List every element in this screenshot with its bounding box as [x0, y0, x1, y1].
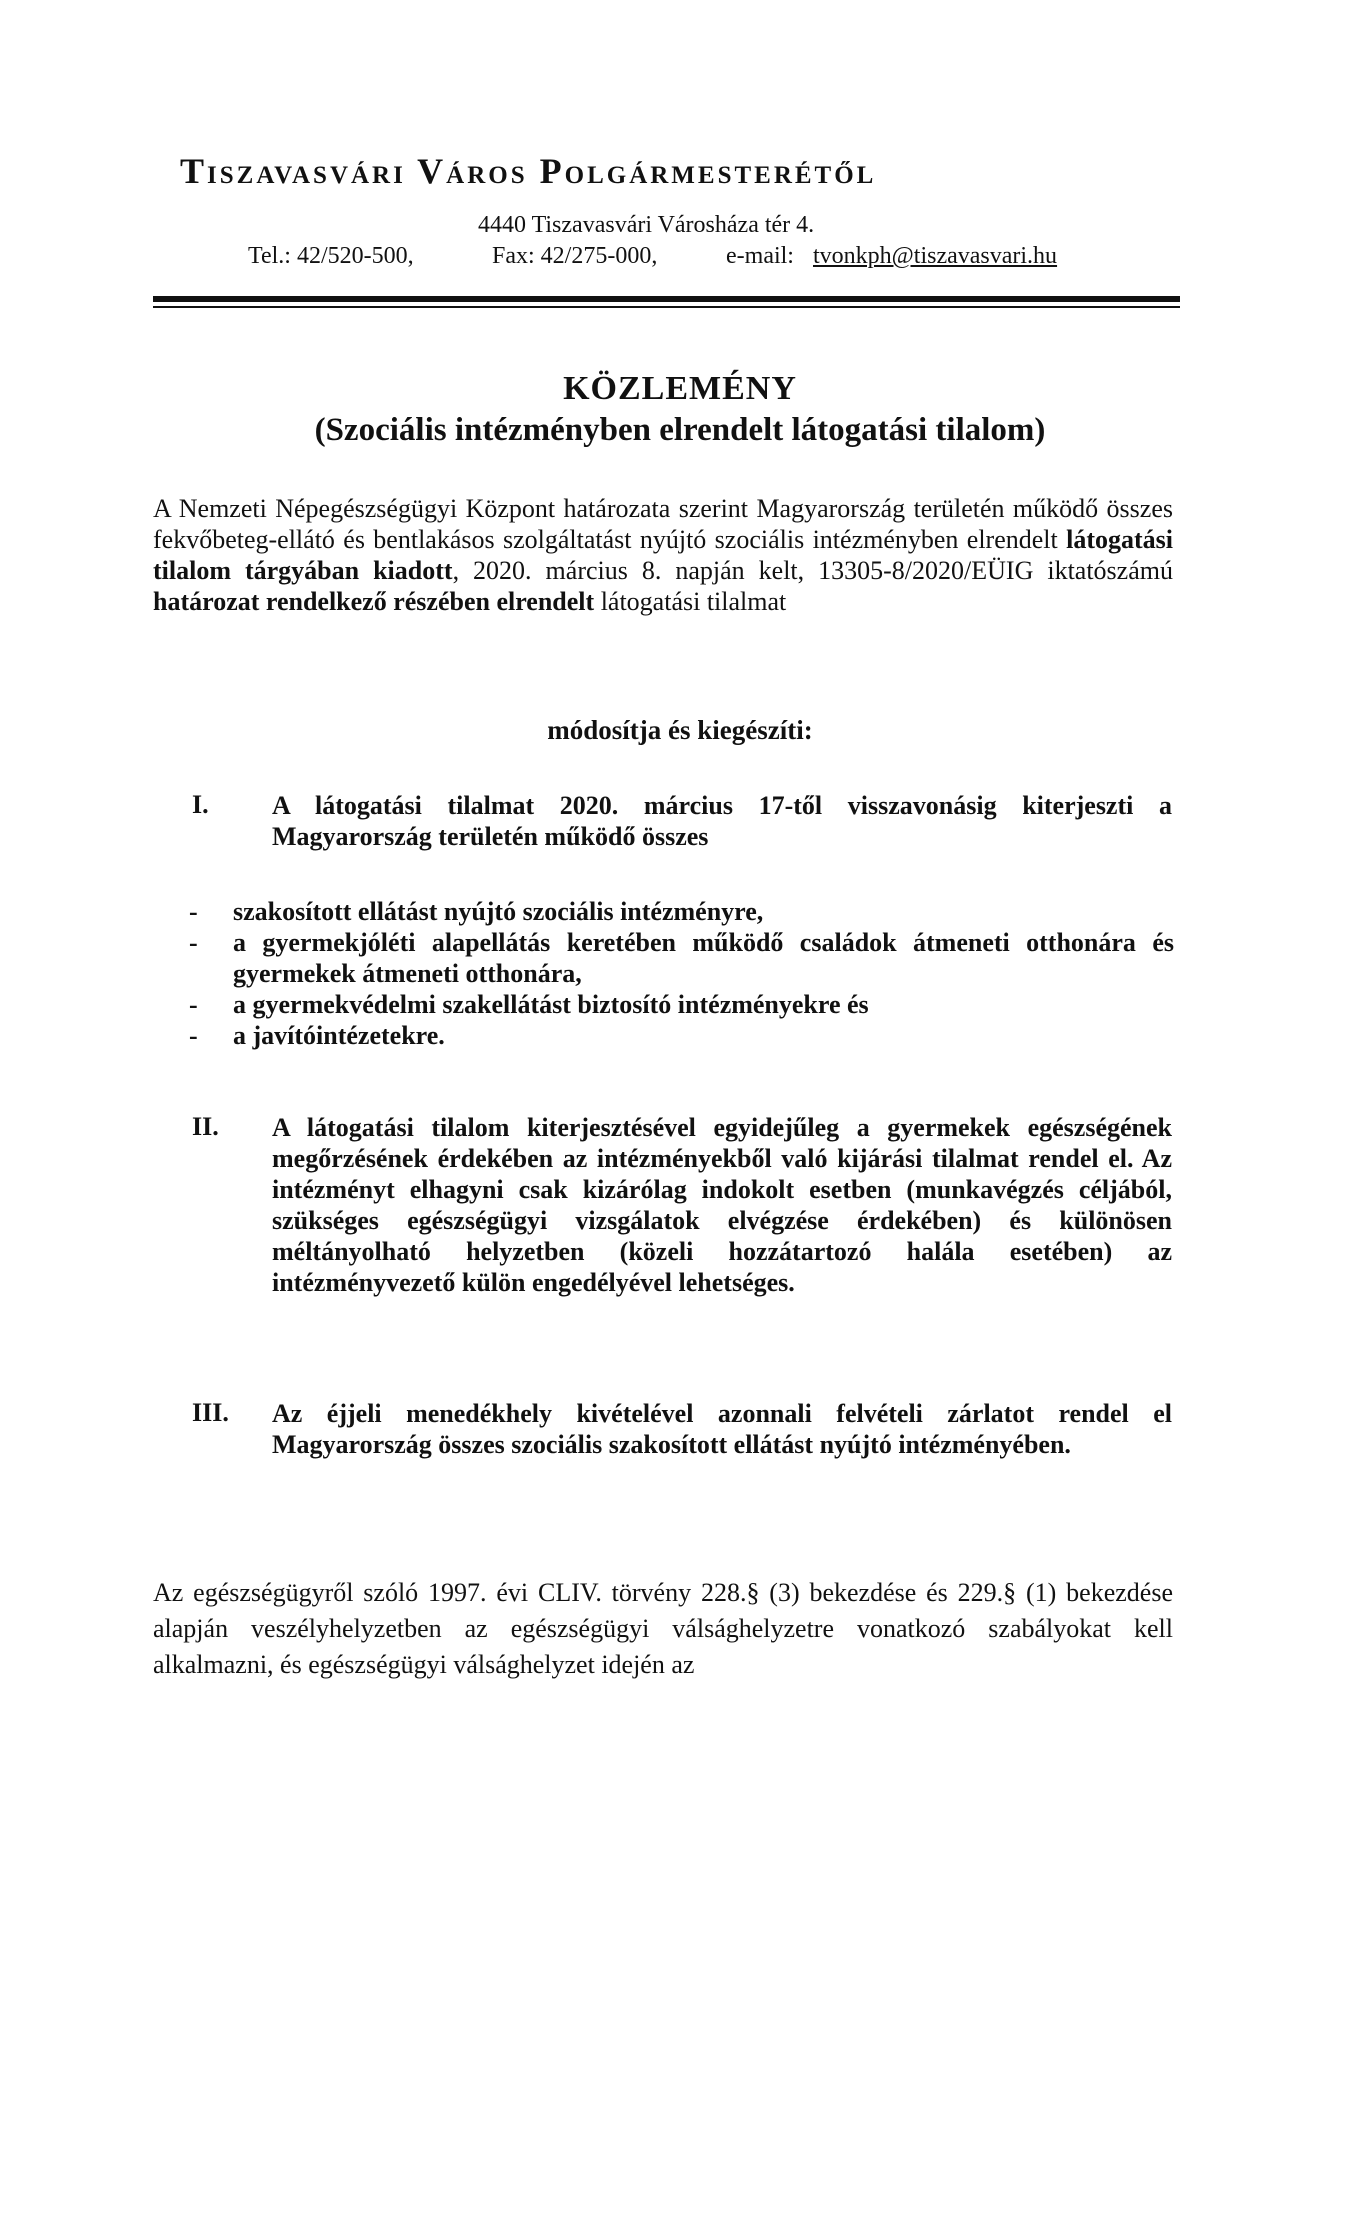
section-3-number: III. [192, 1398, 229, 1427]
section-2-text: A látogatási tilalom kiterjesztésével egyidejűleg a gyermekek egészségének megőrzésének érdekében az intézményekből való kijárási tilalmat rendel el. Az intézményt elhagyni csak kizárólag indokolt esetben (munkavégzés céljából, szükséges egészségügyi vizsgálatok elvégzése érdekében) és különösen méltányolható helyzetben (közeli hozzátartozó halála esetében) az intézményvezető külön engedélyével lehetséges. [272, 1113, 1172, 1297]
letterhead-email-link[interactable]: tvonkph@tiszavasvari.hu [813, 243, 1058, 269]
intro-bold-1: látogatási tilalom tárgyában kiadott [153, 525, 1173, 585]
dash-bullet: - [189, 1021, 198, 1050]
letterhead-tel: Tel.: 42/520-500, [248, 243, 414, 269]
header-rule-thin [153, 306, 1180, 308]
list-item-text: a gyermekvédelmi szakellátást biztosító intézményekre és [233, 990, 869, 1019]
intro-text-2: , 2020. március 8. napján kelt, 13305-8/2020/EÜIG iktatószámú [452, 556, 1173, 585]
modifies-heading: módosítja és kiegészíti: [547, 715, 813, 745]
section-1-number: I. [192, 790, 209, 819]
intro-text-3: látogatási tilalmat [594, 587, 787, 616]
section-1-list [189, 896, 1174, 1051]
dash-bullet: - [189, 897, 198, 926]
letterhead-fax: Fax: 42/275-000, [492, 243, 658, 269]
dash-bullet: - [189, 990, 198, 1019]
intro-paragraph [153, 493, 1173, 617]
closing-paragraph: Az egészségügyről szóló 1997. évi CLIV. törvény 228.§ (3) bekezdése és 229.§ (1) bekezdése alapján veszélyhelyzetben az egészségügyi válsághelyzetre vonatkozó szabályokat kell alkalmazni, és egészségügyi válsághelyzet idején az [153, 1578, 1173, 1679]
letterhead-email-label: e-mail: [726, 243, 794, 269]
header-rule-thick [153, 296, 1180, 302]
list-item [189, 1020, 1174, 1051]
dash-bullet: - [189, 928, 198, 957]
section-2-number: II. [192, 1112, 219, 1141]
intro-bold-2: határozat rendelkező részében elrendelt [153, 587, 595, 616]
document-subtitle: (Szociális intézményben elrendelt látogatási tilalom) [314, 412, 1046, 448]
list-item [189, 927, 1174, 989]
document-title: KÖZLEMÉNY [563, 370, 797, 407]
letterhead-org-name: Tiszavasvári Város Polgármesterétől [180, 151, 877, 191]
section-3-text: Az éjjeli menedékhely kivételével azonnali felvételi zárlatot rendel el Magyarország összes szociális szakosított ellátást nyújtó intézményében. [272, 1399, 1172, 1459]
section-1-text: A látogatási tilalmat 2020. március 17-től visszavonásig kiterjeszti a Magyarország területén működő összes [272, 791, 1172, 851]
list-item-text: a javítóintézetekre. [233, 1021, 445, 1050]
intro-text-1: A Nemzeti Népegészségügyi Központ határozata szerint Magyarország területén működő összes fekvőbeteg-ellátó és bentlakásos szolgáltatást nyújtó szociális intézményben elrendelt [153, 494, 1173, 554]
list-item-text: szakosított ellátást nyújtó szociális intézményre, [233, 897, 764, 926]
letterhead-address: 4440 Tiszavasvári Városháza tér 4. [478, 212, 815, 238]
list-item [189, 989, 1174, 1020]
list-item [189, 896, 1174, 927]
list-item-text: a gyermekjóléti alapellátás keretében működő családok átmeneti otthonára és gyermekek átmeneti otthonára, [233, 928, 1174, 988]
